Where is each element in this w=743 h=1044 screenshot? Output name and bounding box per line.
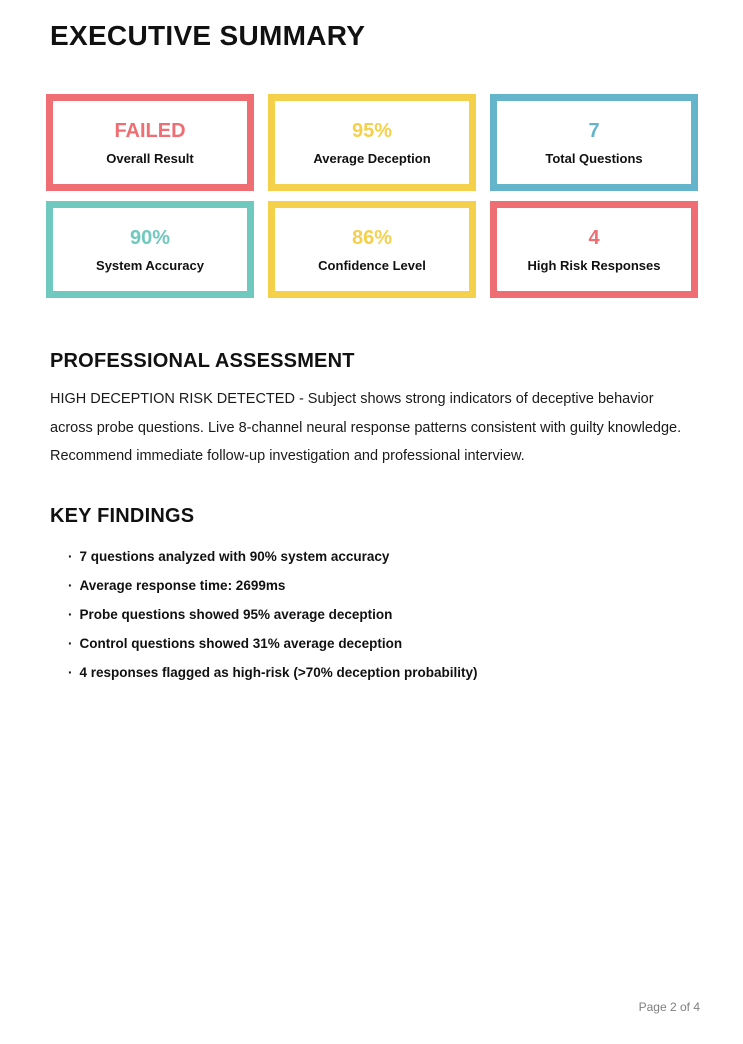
- bullet-icon: ·: [68, 577, 73, 593]
- bullet-icon: ·: [68, 664, 73, 680]
- stat-value: 90%: [129, 226, 171, 249]
- list-item-text: 4 responses flagged as high-risk (>70% deception probability): [79, 664, 478, 680]
- stat-label: Average Deception: [313, 150, 431, 166]
- bullet-icon: ·: [68, 635, 73, 651]
- section-heading-key-findings: KEY FINDINGS: [50, 504, 195, 527]
- stat-card-system-accuracy: [46, 201, 254, 298]
- assessment-paragraph: HIGH DECEPTION RISK DETECTED - Subject shows strong indicators of deceptive behavior across probe questions. Live 8-channel neural response patterns consistent with guilty knowledge. Recommend immediate follow-up investigation and professional interview.: [50, 391, 682, 464]
- list-item: [68, 658, 698, 687]
- list-item: [68, 629, 698, 658]
- page-title: EXECUTIVE SUMMARY: [50, 20, 366, 51]
- stat-card-average-deception: [268, 94, 476, 191]
- key-findings-section: [46, 505, 698, 687]
- list-item: [68, 542, 698, 571]
- stat-label: Confidence Level: [318, 257, 426, 273]
- report-page-content: [46, 0, 698, 687]
- bullet-icon: ·: [68, 606, 73, 622]
- stat-value: 95%: [351, 119, 393, 142]
- list-item: [68, 571, 698, 600]
- stat-label: Total Questions: [545, 150, 643, 166]
- stat-card-confidence-level: [268, 201, 476, 298]
- list-item-text: 7 questions analyzed with 90% system accuracy: [79, 548, 390, 564]
- stat-label: High Risk Responses: [527, 257, 661, 273]
- page-number: Page 2 of 4: [638, 1000, 700, 1014]
- stat-card-overall-result: [46, 94, 254, 191]
- list-item-text: Average response time: 2699ms: [79, 577, 286, 593]
- stat-label: Overall Result: [106, 150, 194, 166]
- stat-value: FAILED: [114, 119, 186, 142]
- professional-assessment-section: [46, 350, 698, 471]
- key-findings-list: [68, 542, 698, 687]
- stat-label: System Accuracy: [96, 257, 204, 273]
- stat-value: 4: [588, 226, 600, 249]
- stat-card-high-risk-responses: [490, 201, 698, 298]
- section-heading-professional-assessment: PROFESSIONAL ASSESSMENT: [50, 350, 355, 372]
- bullet-icon: ·: [68, 548, 73, 564]
- list-item: [68, 600, 698, 629]
- stat-value: 86%: [351, 226, 393, 249]
- stat-value: 7: [588, 119, 600, 142]
- list-item-text: Control questions showed 31% average deception: [79, 635, 403, 651]
- list-item-text: Probe questions showed 95% average deception: [79, 606, 393, 622]
- stat-card-total-questions: [490, 94, 698, 191]
- summary-stat-cards: [46, 94, 698, 298]
